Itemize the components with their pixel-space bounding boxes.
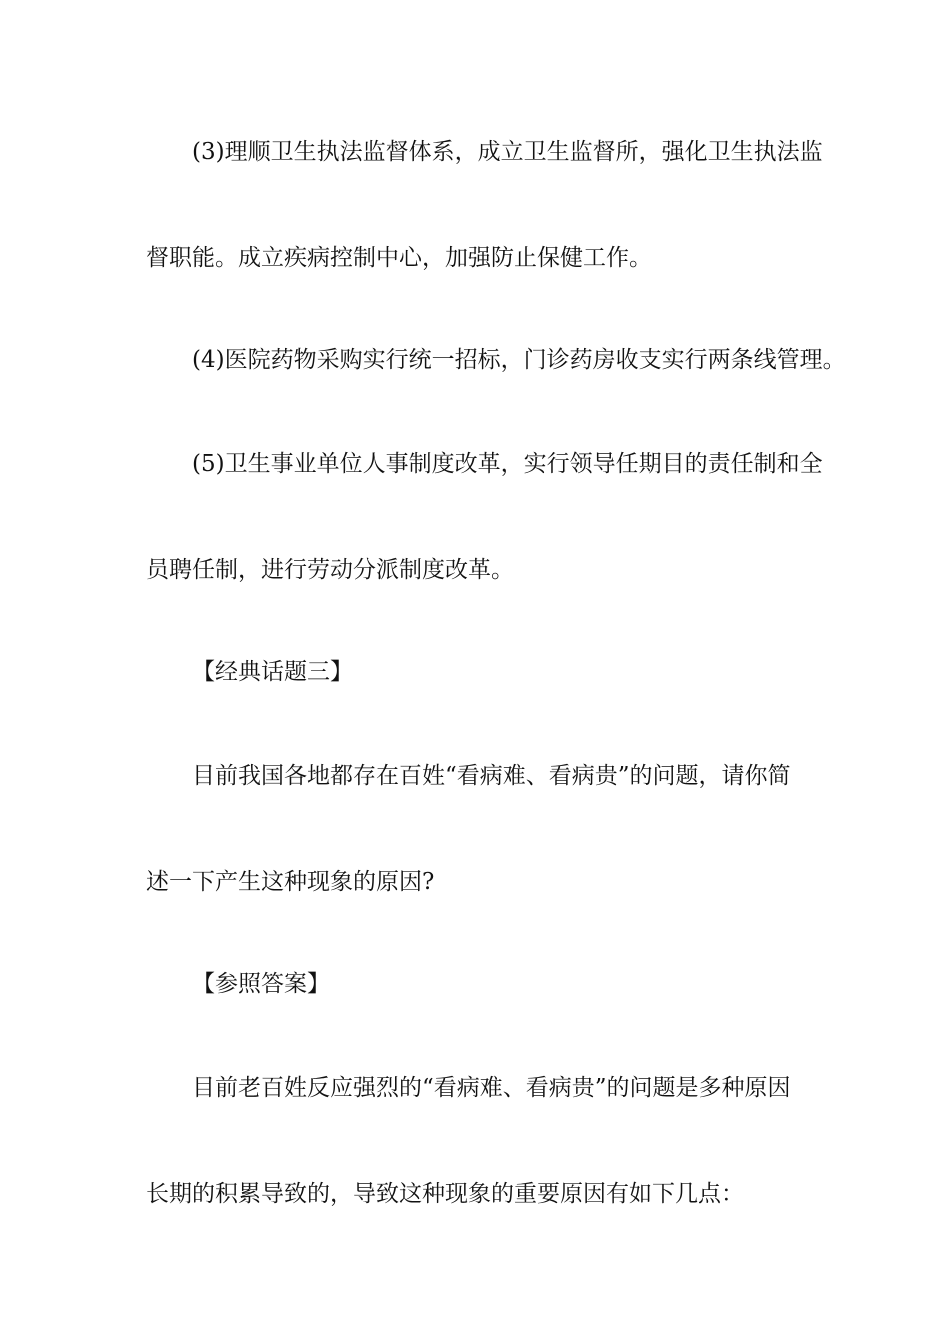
- paragraph-item-5-line-1: (5)卫生事业单位人事制度改革，实行领导任期目的责任制和全: [192, 451, 823, 477]
- paragraph-item-3-line-2: 督职能。成立疾病控制中心，加强防止保健工作。: [146, 245, 652, 271]
- paragraph-item-4: (4)医院药物采购实行统一招标，门诊药房收支实行两条线管理。: [192, 347, 846, 373]
- answer-line-1: 目前老百姓反应强烈的“看病难、看病贵”的问题是多种原因: [192, 1075, 791, 1101]
- paragraph-item-3-line-1: (3)理顺卫生执法监督体系，成立卫生监督所，强化卫生执法监: [192, 139, 823, 165]
- question-line-1: 目前我国各地都存在百姓“看病难、看病贵”的问题，请你简: [192, 763, 791, 789]
- question-line-2: 述一下产生这种现象的原因?: [146, 869, 435, 895]
- section-heading-reference-answer: 【参照答案】: [192, 971, 330, 997]
- answer-line-2: 长期的积累导致的，导致这种现象的重要原因有如下几点：: [146, 1181, 744, 1207]
- paragraph-item-5-line-2: 员聘任制，进行劳动分派制度改革。: [146, 557, 514, 583]
- section-heading-topic-three: 【经典话题三】: [192, 659, 353, 685]
